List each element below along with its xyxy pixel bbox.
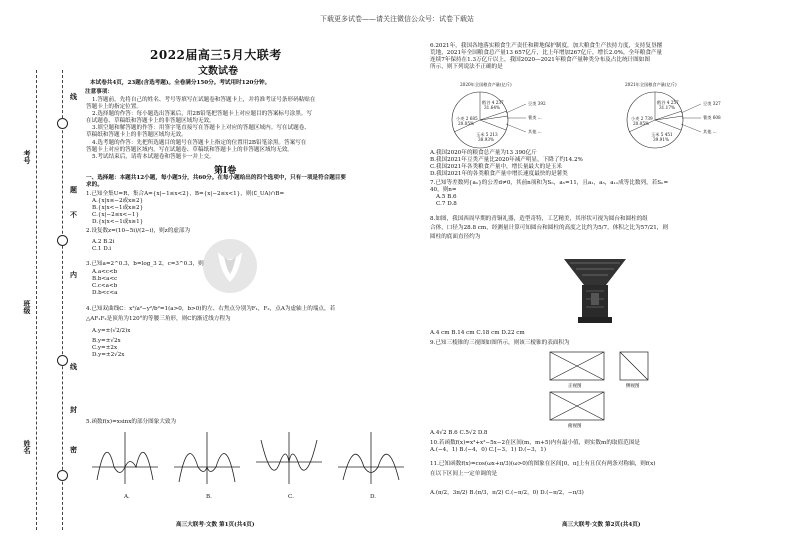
graph-c	[256, 432, 322, 484]
question-9-options	[430, 430, 487, 437]
class-label: 班级	[23, 300, 32, 314]
attention-line: 4.选考题的作答：先把所选题目的题号在答题卡上指定的位置用2B铅笔涂黑。答案写在	[92, 139, 307, 146]
svg-text:小麦 2 739: 小麦 2 739	[631, 116, 653, 121]
attention-line: 草稿纸和答题卡上的非答题区域均无效。	[86, 132, 187, 139]
option: A.5 B.6	[436, 194, 457, 201]
option: D.{x|x<−1或x≥1}	[92, 219, 144, 226]
question-stem: 荒地，2021年全国粮食总产量13 657亿斤，比上年增加267亿斤，增长2.0%，全年粮食产量	[430, 50, 663, 57]
graph-label-d: D.	[370, 494, 377, 500]
option: B.{x|x<−1或x≥2}	[92, 205, 144, 212]
option: C.我国2021年各类粮食产量中，增长量最大的是玉米	[430, 164, 562, 171]
option: A.2 B.2i	[92, 239, 115, 246]
option: A.(−4，1) B.(−4，0) C.[−3，1) D.(−3，1)	[430, 447, 547, 454]
question-7	[430, 180, 668, 208]
attention-line: 在试题卷、草稿纸和答题卡上的非答题区域均无效。	[86, 118, 215, 125]
option: C.{x|−2≤x<−1}	[92, 212, 140, 219]
attention-line: 3.填空题和解答题的作答：用签字笔直接写在答题卡上对应的答题区域内。写在试题卷、	[92, 125, 310, 132]
question-stem: 3.已知a=2^0.3，b=log_3 2，c=3^0.3，则	[86, 261, 204, 267]
svg-text:豆类 392: 豆类 392	[528, 101, 546, 106]
question-stem: 9.已知三棱锥的三视图如图所示，则该三棱锥的表面积为	[430, 340, 570, 346]
question-8-options	[430, 330, 525, 337]
bronze-vessel-image	[560, 255, 630, 327]
svg-text:31.17%: 31.17%	[659, 105, 675, 110]
pie-left-title: 2020年全国粮食产量(亿斤)	[460, 82, 512, 87]
pie-2020	[452, 81, 546, 148]
option: D.b<c<a	[92, 290, 118, 297]
question-stem: 2.设复数z=(10−5i)/(2−i)，则z的虚部为	[86, 228, 191, 234]
front-view	[550, 352, 604, 380]
watermark-logo	[200, 236, 260, 296]
graph-d	[338, 432, 404, 484]
question-stem: 合体，口径为28.8 cm，经测量计算可知圆台和圆柱的高度之比约为5/7，体积之比为57/21，则	[430, 225, 668, 232]
svg-text:薯类 ...: 薯类 ...	[528, 115, 542, 120]
attention-line: 1.答题前，先将自己的姓名、考号等填写在试题卷和答题卡上，并将准考证号条形码粘贴在	[92, 97, 316, 103]
graph-label-b: B.	[206, 494, 212, 500]
binding-line	[36, 70, 37, 530]
pie-right-title: 2021年全国粮食产量(亿斤)	[625, 82, 677, 87]
svg-text:20.05%: 20.05%	[633, 121, 649, 126]
top-view	[550, 392, 604, 420]
page-footer-left: 高三大联考·文数 第1页(共4页)	[176, 522, 255, 528]
side-label: 密	[70, 445, 77, 454]
question-stem: 5.函数f(x)=xsinx的部分图象大致为	[86, 419, 177, 425]
question-stem: 6.2021年，我国各地落实粮食生产责任和耕地保护制度，加大粮食生产扶持力度，支持复垦撂	[430, 43, 663, 49]
option: B.y=±√2x	[92, 338, 121, 345]
option: A.4√2 B.6 C.5√2 D.8	[430, 430, 488, 436]
svg-text:玉米 5 451: 玉米 5 451	[651, 132, 673, 137]
svg-text:玉米 5 213: 玉米 5 213	[476, 132, 498, 137]
name-label: 姓名	[23, 440, 32, 454]
side-label: 不	[70, 210, 77, 219]
svg-text:31.64%: 31.64%	[484, 105, 500, 110]
side-label: 内	[70, 270, 77, 279]
question-2	[86, 228, 190, 253]
option: C.y=±2x	[92, 345, 118, 352]
side-label: 封	[70, 405, 77, 414]
question-6	[430, 43, 662, 71]
svg-text:其他 ...: 其他 ...	[528, 129, 542, 134]
graph-a	[92, 432, 158, 484]
option: A.我国2020年的粮食总产量为13 390亿斤	[430, 150, 537, 156]
pie-2021	[625, 81, 721, 148]
exam-info: 本试卷共4页，23题(含选考题)。全卷满分150分。考试用时120分钟。	[90, 80, 271, 86]
attention-list	[86, 97, 316, 161]
exam-title: 2022届高三5月大联考	[150, 48, 282, 62]
question-11-options	[430, 490, 584, 497]
option: C.c<a<b	[92, 283, 118, 290]
attention-line: 2.选择题的作答：每小题选出答案后，用2B铅笔把答题卡上对应题目的答案标号涂黑。写	[92, 111, 312, 118]
question-8	[430, 216, 668, 241]
question-3	[86, 261, 204, 297]
attention-line: 5.考试结束后，请将本试题卷和答题卡一并上交。	[92, 153, 215, 160]
svg-text:稻谷 4 257: 稻谷 4 257	[657, 100, 679, 105]
page-footer-right: 高三大联考·文数 第2页(共4页)	[562, 522, 641, 528]
question-stem: 在以下区间上一定单调的是	[430, 471, 498, 478]
exam-subtitle: 文数试卷	[198, 66, 238, 77]
option: A.4 cm B.14 cm C.18 cm D.22 cm	[430, 330, 525, 336]
question-stem: 4.已知双曲线C：x²/a²−y²/b²=1(a>0，b>0)的左、右焦点分别为F₁，F₂，点A为虚轴上的端点，若	[86, 306, 336, 312]
section-desc-line: 一、选择题：本题共12小题，每小题5分，共60分。在每小题给出的四个选项中，只有一项是符合题目要	[86, 175, 346, 181]
option: C.7 D.8	[436, 201, 457, 208]
svg-text:38.93%: 38.93%	[478, 137, 494, 142]
svg-text:其他 ...: 其他 ...	[703, 129, 717, 134]
download-notice: 下载更多试卷——请关注微信公众号：试卷下载站	[320, 15, 474, 23]
side-label: 线	[70, 92, 77, 101]
question-stem: 7.已知等差数列{aₙ}的公差d≠0，其前n项和为Sₙ，a₅=11，且a₁，a₃，a₁₁成等比数列，若Sₙ=	[430, 180, 669, 186]
svg-text:小麦 2 685: 小麦 2 685	[456, 116, 478, 121]
graph-label-a: A.	[124, 494, 130, 500]
option: A.(π/2，3π/2) B.(π/3，π/2) C.(−π/2，0) D.(−π/2，−π/3)	[430, 490, 584, 496]
option: C.1 D.i	[92, 246, 112, 253]
svg-text:豆类 327: 豆类 327	[703, 101, 721, 106]
binding-hole	[57, 118, 68, 129]
section-desc-line: 求的。	[86, 182, 103, 189]
question-stem: 圆柱的底面直径约为	[430, 234, 481, 241]
svg-text:20.05%: 20.05%	[458, 121, 474, 126]
question-stem: 连续7年保持在1.3万亿斤以上，我国2020—2021年粮食产量种类分布及占比统计图如图	[430, 57, 650, 64]
section-title: 第Ⅰ卷	[214, 166, 237, 176]
binding-hole	[57, 235, 68, 246]
top-view-label: 俯视图	[568, 424, 582, 429]
graph-b	[174, 432, 240, 484]
question-stem: 40，则n=	[430, 187, 457, 194]
attention-line: 答题卡上对应的答题区域内，写在试题卷、草稿纸和答题卡上的非答题区域均无效。	[86, 146, 293, 153]
question-stem: 11.已知函数f(x)=cos(ωx+π/3)(ω>0)的图象在区间[0，π]上有且仅有两条对称轴，则f(x)	[430, 461, 656, 467]
question-10	[430, 440, 640, 454]
svg-text:薯类 608: 薯类 608	[703, 115, 721, 120]
side-view	[620, 352, 648, 380]
three-view-diagram	[548, 350, 668, 430]
question-6-options	[430, 150, 583, 178]
section-desc	[86, 175, 346, 189]
attention-line: 答题卡上的指定位置。	[86, 104, 142, 111]
option: B.我国2021年豆类产量比2020年减产明显，下降了约14.2%	[430, 157, 583, 164]
question-9	[430, 340, 570, 347]
question-stem: 10.若函数f(x)=x³+x²−5x−2在区间(m，m+5)内有最小值，则实数m的取值范围是	[430, 440, 640, 446]
binding-hole	[57, 470, 68, 481]
side-label: 线	[70, 362, 77, 371]
question-stem: 8.如图，我国西周早期的青铜礼器，造型奇特，工艺精美，其形状可视为圆台和圆柱的组	[430, 216, 648, 222]
grain-pie-charts	[440, 80, 770, 152]
question-4	[86, 302, 335, 360]
graph-label-c: C.	[288, 494, 294, 500]
svg-text:39.91%: 39.91%	[653, 137, 669, 142]
question-1	[86, 191, 284, 226]
question-stem: △AF₁F₂是顶角为120°的等腰三角形，则C的渐近线方程为	[86, 316, 231, 323]
question-stem: 1.已知全集U=R，集合A={x|−1≤x<2}，B={x|−2≤x<1}，则(∁_UA)∩B=	[86, 191, 285, 197]
attention-title: 注意事项：	[85, 89, 113, 95]
exam-number-label: 考号	[23, 150, 32, 164]
option: A.a<c<b	[92, 269, 118, 276]
side-label: 题	[70, 185, 77, 194]
question-5	[86, 419, 176, 426]
binding-hole	[57, 355, 68, 366]
front-view-label: 正视图	[568, 384, 582, 389]
question-stem: 所示，则下列说法不正确的是	[430, 64, 503, 71]
function-graphs	[92, 432, 422, 490]
option: D.y=±2√2x	[92, 352, 125, 359]
option: D.我国2021年的各类粮食产量中增长速度最快的是薯类	[430, 171, 568, 178]
binding-line-2	[62, 70, 63, 530]
svg-text:稻谷 4 237: 稻谷 4 237	[482, 100, 504, 105]
option: A.y=±(√2/2)x	[92, 328, 131, 335]
option: B.b<a<c	[92, 276, 118, 283]
option: A.{x|x≤−2或x≥2}	[92, 198, 144, 205]
side-view-label: 侧视图	[626, 384, 640, 389]
question-11	[430, 461, 655, 478]
